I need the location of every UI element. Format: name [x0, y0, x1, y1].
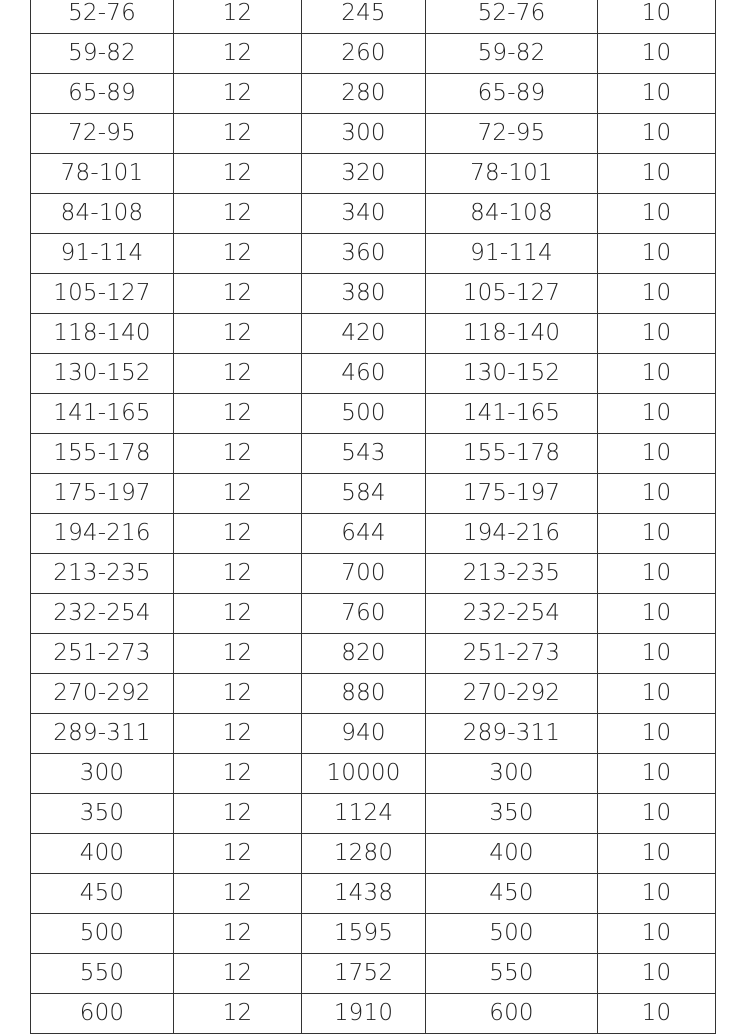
count-a-cell: 12: [174, 954, 302, 994]
range-b-cell: 270-292: [426, 674, 598, 714]
count-a-cell: 12: [174, 314, 302, 354]
table-row: [31, 954, 716, 994]
table-row: [31, 274, 716, 314]
count-a-cell: 12: [174, 234, 302, 274]
count-a-cell: 12: [174, 994, 302, 1034]
count-b-cell: 10: [598, 674, 716, 714]
range-b-cell: 72-95: [426, 114, 598, 154]
count-b-cell: 10: [598, 994, 716, 1034]
range-b-cell: 289-311: [426, 714, 598, 754]
count-b-cell: 10: [598, 954, 716, 994]
count-a-cell: 12: [174, 114, 302, 154]
value-cell: 460: [302, 354, 426, 394]
spec-table-container: [30, 0, 715, 1034]
range-a-cell: 251-273: [31, 634, 174, 674]
count-b-cell: 10: [598, 514, 716, 554]
range-a-cell: 175-197: [31, 474, 174, 514]
count-a-cell: 12: [174, 154, 302, 194]
range-a-cell: 141-165: [31, 394, 174, 434]
table-row: [31, 74, 716, 114]
count-b-cell: 10: [598, 0, 716, 34]
range-a-cell: 59-82: [31, 34, 174, 74]
table-row: [31, 354, 716, 394]
count-a-cell: 12: [174, 34, 302, 74]
value-cell: 420: [302, 314, 426, 354]
table-row: [31, 834, 716, 874]
value-cell: 584: [302, 474, 426, 514]
range-b-cell: 78-101: [426, 154, 598, 194]
value-cell: 360: [302, 234, 426, 274]
range-a-cell: 270-292: [31, 674, 174, 714]
count-a-cell: 12: [174, 634, 302, 674]
table-row: [31, 754, 716, 794]
count-a-cell: 12: [174, 554, 302, 594]
count-b-cell: 10: [598, 234, 716, 274]
value-cell: 380: [302, 274, 426, 314]
range-a-cell: 600: [31, 994, 174, 1034]
range-b-cell: 500: [426, 914, 598, 954]
range-b-cell: 52-76: [426, 0, 598, 34]
count-b-cell: 10: [598, 474, 716, 514]
value-cell: 340: [302, 194, 426, 234]
range-b-cell: 84-108: [426, 194, 598, 234]
table-row: [31, 194, 716, 234]
table-row: [31, 234, 716, 274]
count-b-cell: 10: [598, 74, 716, 114]
value-cell: 700: [302, 554, 426, 594]
range-a-cell: 105-127: [31, 274, 174, 314]
range-b-cell: 213-235: [426, 554, 598, 594]
count-b-cell: 10: [598, 354, 716, 394]
table-row: [31, 874, 716, 914]
range-b-cell: 400: [426, 834, 598, 874]
range-a-cell: 78-101: [31, 154, 174, 194]
range-b-cell: 91-114: [426, 234, 598, 274]
range-a-cell: 450: [31, 874, 174, 914]
range-a-cell: 91-114: [31, 234, 174, 274]
value-cell: 760: [302, 594, 426, 634]
value-cell: 820: [302, 634, 426, 674]
count-a-cell: 12: [174, 834, 302, 874]
range-a-cell: 550: [31, 954, 174, 994]
count-a-cell: 12: [174, 674, 302, 714]
table-row: [31, 554, 716, 594]
range-a-cell: 500: [31, 914, 174, 954]
value-cell: 245: [302, 0, 426, 34]
range-a-cell: 300: [31, 754, 174, 794]
table-row: [31, 514, 716, 554]
value-cell: 1910: [302, 994, 426, 1034]
range-b-cell: 600: [426, 994, 598, 1034]
count-a-cell: 12: [174, 794, 302, 834]
value-cell: 1438: [302, 874, 426, 914]
count-a-cell: 12: [174, 594, 302, 634]
count-b-cell: 10: [598, 274, 716, 314]
value-cell: 260: [302, 34, 426, 74]
table-row: [31, 0, 716, 34]
count-a-cell: 12: [174, 354, 302, 394]
range-b-cell: 59-82: [426, 34, 598, 74]
value-cell: 1595: [302, 914, 426, 954]
table-row: [31, 434, 716, 474]
count-b-cell: 10: [598, 594, 716, 634]
count-a-cell: 12: [174, 274, 302, 314]
range-b-cell: 175-197: [426, 474, 598, 514]
range-a-cell: 194-216: [31, 514, 174, 554]
count-b-cell: 10: [598, 314, 716, 354]
count-b-cell: 10: [598, 34, 716, 74]
count-a-cell: 12: [174, 714, 302, 754]
count-a-cell: 12: [174, 394, 302, 434]
range-b-cell: 232-254: [426, 594, 598, 634]
table-row: [31, 914, 716, 954]
count-a-cell: 12: [174, 474, 302, 514]
table-row: [31, 34, 716, 74]
range-b-cell: 350: [426, 794, 598, 834]
table-row: [31, 114, 716, 154]
count-b-cell: 10: [598, 154, 716, 194]
count-b-cell: 10: [598, 394, 716, 434]
value-cell: 300: [302, 114, 426, 154]
table-row: [31, 794, 716, 834]
range-a-cell: 84-108: [31, 194, 174, 234]
range-a-cell: 213-235: [31, 554, 174, 594]
count-a-cell: 12: [174, 0, 302, 34]
value-cell: 280: [302, 74, 426, 114]
table-row: [31, 394, 716, 434]
range-b-cell: 300: [426, 754, 598, 794]
value-cell: 10000: [302, 754, 426, 794]
spec-table-body: [31, 0, 716, 1034]
range-a-cell: 72-95: [31, 114, 174, 154]
range-a-cell: 400: [31, 834, 174, 874]
count-b-cell: 10: [598, 554, 716, 594]
count-b-cell: 10: [598, 434, 716, 474]
range-a-cell: 65-89: [31, 74, 174, 114]
count-b-cell: 10: [598, 754, 716, 794]
range-a-cell: 289-311: [31, 714, 174, 754]
range-a-cell: 52-76: [31, 0, 174, 34]
count-a-cell: 12: [174, 74, 302, 114]
range-a-cell: 350: [31, 794, 174, 834]
count-b-cell: 10: [598, 114, 716, 154]
count-b-cell: 10: [598, 834, 716, 874]
table-row: [31, 474, 716, 514]
table-row: [31, 634, 716, 674]
range-b-cell: 450: [426, 874, 598, 914]
range-a-cell: 118-140: [31, 314, 174, 354]
spec-table: [30, 0, 716, 1034]
value-cell: 500: [302, 394, 426, 434]
range-a-cell: 155-178: [31, 434, 174, 474]
count-a-cell: 12: [174, 914, 302, 954]
value-cell: 1124: [302, 794, 426, 834]
count-b-cell: 10: [598, 874, 716, 914]
count-b-cell: 10: [598, 794, 716, 834]
range-b-cell: 251-273: [426, 634, 598, 674]
table-row: [31, 674, 716, 714]
count-a-cell: 12: [174, 434, 302, 474]
value-cell: 644: [302, 514, 426, 554]
count-a-cell: 12: [174, 194, 302, 234]
table-row: [31, 154, 716, 194]
range-a-cell: 130-152: [31, 354, 174, 394]
value-cell: 320: [302, 154, 426, 194]
range-b-cell: 130-152: [426, 354, 598, 394]
table-row: [31, 594, 716, 634]
range-b-cell: 65-89: [426, 74, 598, 114]
count-a-cell: 12: [174, 514, 302, 554]
count-b-cell: 10: [598, 914, 716, 954]
range-b-cell: 550: [426, 954, 598, 994]
value-cell: 543: [302, 434, 426, 474]
value-cell: 1280: [302, 834, 426, 874]
value-cell: 1752: [302, 954, 426, 994]
range-b-cell: 141-165: [426, 394, 598, 434]
count-b-cell: 10: [598, 634, 716, 674]
value-cell: 880: [302, 674, 426, 714]
range-a-cell: 232-254: [31, 594, 174, 634]
count-b-cell: 10: [598, 194, 716, 234]
table-row: [31, 314, 716, 354]
range-b-cell: 118-140: [426, 314, 598, 354]
range-b-cell: 194-216: [426, 514, 598, 554]
table-row: [31, 994, 716, 1034]
count-a-cell: 12: [174, 754, 302, 794]
table-row: [31, 714, 716, 754]
count-a-cell: 12: [174, 874, 302, 914]
range-b-cell: 155-178: [426, 434, 598, 474]
range-b-cell: 105-127: [426, 274, 598, 314]
value-cell: 940: [302, 714, 426, 754]
count-b-cell: 10: [598, 714, 716, 754]
